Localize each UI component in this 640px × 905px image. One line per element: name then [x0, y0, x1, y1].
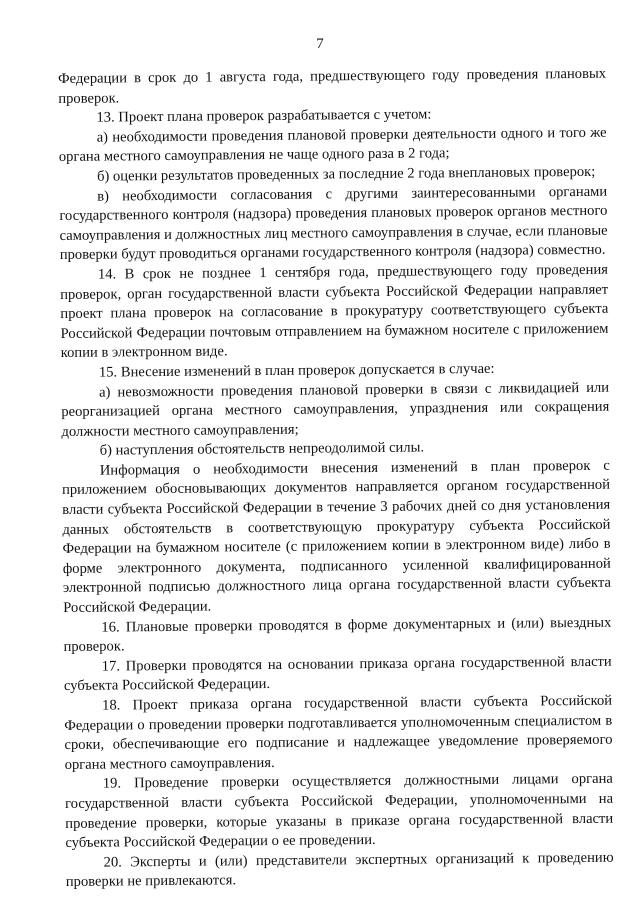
paragraph-17: 17. Проверки проводятся на основании приказа органа государственной власти субъекта Российской Федерации. — [63, 653, 612, 695]
paragraph-13-a: а) необходимости проведения плановой проверки деятельности одного и того же органа местного самоуправления не чаще одного раза в 2 года; — [58, 124, 607, 166]
paragraph-19: 19. Проведение проверки осуществляется должностными лицами органа государственной власти субъекта Российской Федерации, уполномоченными на проведение проверки, которые указаны в приказе органа государственной власти субъекта Российской Федерации о ее проведении. — [64, 771, 614, 852]
paragraph-13: 13. Проект плана проверок разрабатывается с учетом: — [96, 106, 432, 126]
paragraph-15-a: а) невозможности проведения плановой проверки в связи с ликвидацией или реорганизацией органа местного самоуправления, упразднения или сокращения должности местного самоуправления; — [61, 379, 610, 440]
paragraph-15-info: Информация о необходимости внесения изменений в план проверок с приложением обосновывающих документов направляется органом государственной власти субъекта Российской Федерации в течение 3 рабочих дней со дня установления данных обстоятельств в соответствующую прокуратуру субъекта Российской Федерации на бумажном носителе (с приложением копии в электронном виде) либо в форме электронного документа, подписанного усиленной квалифицированной электронной подписью должностного лица органа государственной власти субъекта Российской Федерации. — [61, 457, 612, 617]
paragraph-continuation: Федерации в срок до 1 августа года, предшествующего году проведения плановых проверок. — [58, 65, 607, 107]
paragraph-15-b: б) наступления обстоятельств непреодолимой силы. — [99, 439, 425, 459]
document-body — [58, 65, 614, 893]
paragraph-14: 14. В срок не позднее 1 сентября года, предшествующего году проведения проверок, орган государственной власти субъекта Российской Федерации направляет проект плана проверок на согласование в прокуратуру соответствующего субъекта Российской Федерации почтовым отправлением на бумажном носителе с приложением копии в электронном виде. — [60, 261, 609, 362]
paragraph-15: 15. Внесение изменений в план проверок допускается в случае: — [98, 360, 495, 381]
paragraph-20: 20. Эксперты и (или) представители экспертных организаций к проведению проверки не привлекаются. — [65, 849, 614, 891]
paragraph-18: 18. Проект приказа органа государственной власти субъекта Российской Федерации о проведении проверки подготавливается уполномоченным специалистом в сроки, обеспечивающие его подписание и надлежащее уведомление проверяемого органа местного самоуправления. — [64, 692, 613, 773]
page-number: 7 — [316, 36, 324, 52]
paragraph-16: 16. Плановые проверки проводятся в форме документарных и (или) выездных проверок. — [63, 614, 612, 656]
paragraph-13-b: б) оценки результатов проведенных за последние 2 года внеплановых проверок; — [96, 163, 596, 185]
paragraph-13-v: в) необходимости согласования с другими заинтересованными органами государственного контроля (надзора) проведения плановых проверок органов местного самоуправления и должностных лиц местного самоуправления в случае, если плановые проверки будут проводиться органами государственного контроля (надзора) совместно. — [59, 183, 608, 264]
